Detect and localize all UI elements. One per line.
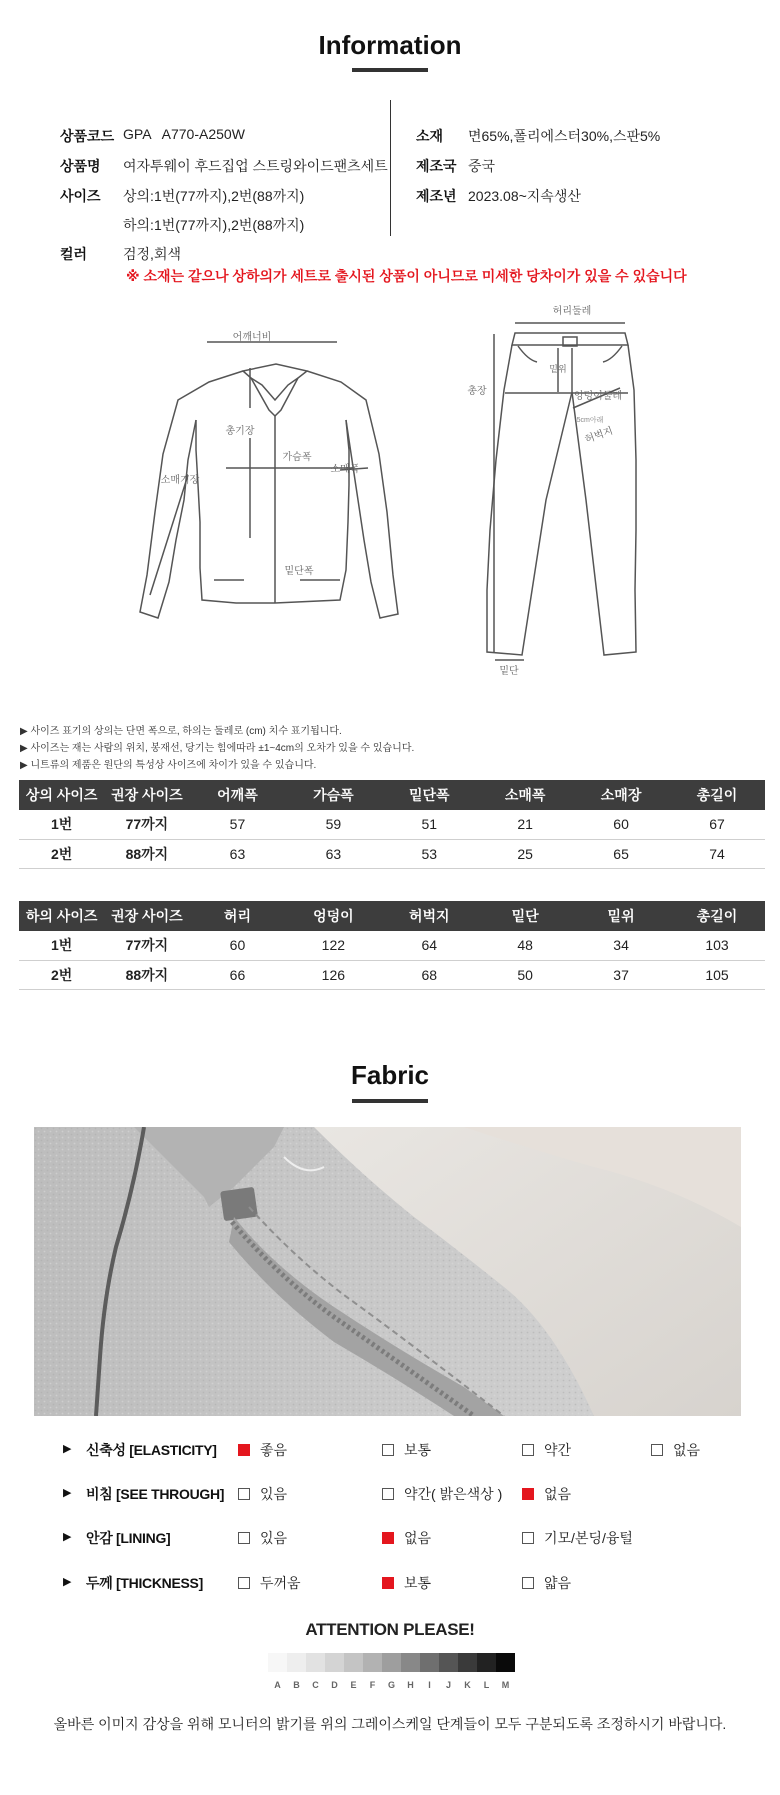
- info-row-year: [416, 186, 581, 206]
- option-label: 보통: [404, 1575, 432, 1591]
- label-hem: 밑단폭: [284, 566, 314, 577]
- label-sleeve-length: 소매기장: [160, 475, 200, 486]
- info-key: 소재: [416, 128, 444, 144]
- option-label: 얇음: [544, 1575, 572, 1591]
- info-value: 면65%,폴리에스터30%,스판5%: [468, 128, 661, 144]
- checkbox-checked-icon: [382, 1532, 394, 1544]
- table-header-row: [19, 780, 765, 810]
- grayscale-swatch: [496, 1653, 515, 1672]
- option-label: 없음: [544, 1486, 572, 1502]
- grayscale-letter: B: [293, 1680, 300, 1690]
- label-sleeve-width: 소매폭: [330, 464, 360, 475]
- fabric-attr-name: 두께 [THICKNESS]: [86, 1575, 203, 1591]
- table-header: 하의 사이즈: [19, 901, 104, 931]
- info-value: 하의:1번(77까지),2번(88까지): [123, 217, 305, 233]
- grayscale-letter: A: [274, 1680, 281, 1690]
- table-cell: 63: [285, 839, 381, 868]
- label-length: 총기장: [225, 426, 255, 437]
- table-cell: 65: [573, 839, 669, 868]
- option-label: 있음: [260, 1486, 288, 1502]
- checkbox-empty-icon: [382, 1488, 394, 1500]
- label-thigh: 허벅지: [583, 425, 615, 446]
- option-label: 기모/본딩/융털: [544, 1530, 633, 1546]
- table-cell: 122: [285, 931, 381, 960]
- fabric-option: [522, 1440, 571, 1460]
- option-label: 두꺼움: [260, 1575, 301, 1591]
- table-cell: 1번: [19, 810, 104, 839]
- bullet-arrow-icon: ▶: [63, 1531, 72, 1543]
- grayscale-letter: H: [407, 1680, 414, 1690]
- info-row-code: [60, 126, 245, 146]
- table-cell: 48: [477, 931, 573, 960]
- table-cell: 67: [669, 810, 765, 839]
- fabric-option: [522, 1573, 571, 1593]
- fabric-option: [238, 1484, 287, 1504]
- grayscale-swatch: [344, 1653, 363, 1672]
- table-header: 가슴폭: [285, 780, 381, 810]
- size-diagram: [0, 300, 780, 700]
- table-cell: 53: [381, 839, 477, 868]
- grayscale-letter: G: [387, 1680, 395, 1690]
- fabric-photo: [34, 1127, 741, 1416]
- size-note: ▶ 사이즈는 재는 사람의 위치, 봉재선, 당기는 힘에따라 ±1~4cm의 오차가 있을 수 있습니다.: [20, 743, 415, 754]
- grayscale-swatch: [477, 1653, 496, 1672]
- table-cell: 66: [190, 960, 286, 989]
- checkbox-empty-icon: [238, 1577, 250, 1589]
- info-value: 상의:1번(77까지),2번(88까지): [123, 188, 305, 204]
- table-cell: 77까지: [104, 810, 189, 839]
- info-key: 사이즈: [60, 188, 101, 204]
- bullet-arrow-icon: ▶: [63, 1443, 72, 1455]
- table-row: [19, 931, 765, 960]
- grayscale-letter: J: [445, 1680, 451, 1690]
- table-header: 엉덩이: [285, 901, 381, 931]
- table-header: 권장 사이즈: [104, 780, 189, 810]
- grayscale-letter: I: [428, 1680, 431, 1690]
- table-header: 밑단폭: [381, 780, 477, 810]
- fabric-row-see-through: [0, 1484, 780, 1504]
- label-waist: 허리둘레: [552, 306, 592, 317]
- table-cell: 59: [285, 810, 381, 839]
- option-label: 좋음: [260, 1442, 288, 1458]
- info-key: 제조국: [416, 158, 457, 174]
- checkbox-empty-icon: [238, 1532, 250, 1544]
- grayscale-swatch: [363, 1653, 382, 1672]
- grayscale-swatch: [306, 1653, 325, 1672]
- fabric-option: [238, 1573, 301, 1593]
- info-value: 중국: [468, 158, 496, 174]
- label-chest: 가슴폭: [282, 452, 312, 463]
- fabric-option: [382, 1440, 431, 1460]
- pants-illustration: [487, 333, 636, 655]
- grayscale-letter: E: [350, 1680, 357, 1690]
- checkbox-empty-icon: [522, 1577, 534, 1589]
- option-label: 없음: [404, 1530, 432, 1546]
- table-cell: 63: [190, 839, 286, 868]
- checkbox-checked-icon: [382, 1577, 394, 1589]
- table-header: 총길이: [669, 780, 765, 810]
- label-thigh-note: 5cm아래: [576, 417, 604, 424]
- label-total: 총장: [467, 386, 487, 397]
- option-label: 약간: [544, 1442, 572, 1458]
- table-cell: 1번: [19, 931, 104, 960]
- title-underline: [352, 1099, 428, 1103]
- table-header: 권장 사이즈: [104, 901, 189, 931]
- size-note: ▶ 니트류의 제품은 원단의 특성상 사이즈에 차이가 있을 수 있습니다.: [20, 760, 317, 771]
- label-pants-hem: 밑단: [499, 666, 519, 677]
- checkbox-empty-icon: [382, 1444, 394, 1456]
- fabric-option: [238, 1528, 287, 1548]
- table-header: 소매장: [573, 780, 669, 810]
- fabric-attr-name: 신축성 [ELASTICITY]: [86, 1442, 217, 1458]
- table-header: 허리: [190, 901, 286, 931]
- table-cell: 21: [477, 810, 573, 839]
- table-cell: 50: [477, 960, 573, 989]
- info-divider: [390, 100, 391, 236]
- grayscale-letter: K: [464, 1680, 471, 1690]
- info-value: GPA A770-A250W: [123, 126, 245, 142]
- option-label: 약간( 밝은색상 ): [404, 1486, 503, 1502]
- checkbox-empty-icon: [651, 1444, 663, 1456]
- table-cell: 51: [381, 810, 477, 839]
- fabric-option: [382, 1573, 431, 1593]
- grayscale-letter: L: [483, 1680, 490, 1690]
- fabric-attr-name: 안감 [LINING]: [86, 1530, 171, 1546]
- fabric-option: [522, 1528, 633, 1548]
- fabric-row-elasticity: [0, 1440, 780, 1460]
- title-underline: [352, 68, 428, 72]
- grayscale-swatch: [458, 1653, 477, 1672]
- checkbox-empty-icon: [238, 1488, 250, 1500]
- fabric-row-thickness: [0, 1573, 780, 1593]
- table-header: 밑위: [573, 901, 669, 931]
- info-row-name: [60, 156, 388, 176]
- attention-title: ATTENTION PLEASE!: [305, 1620, 475, 1639]
- brightness-note: 올바른 이미지 감상을 위해 모니터의 밝기를 위의 그레이스케일 단계들이 모두 구분되도록 조정하시기 바랍니다.: [53, 1716, 727, 1732]
- grayscale-bar: [268, 1653, 515, 1672]
- grayscale-letter: D: [331, 1680, 338, 1690]
- fabric-row-lining: [0, 1528, 780, 1548]
- table-row: [19, 960, 765, 989]
- grayscale-swatch: [401, 1653, 420, 1672]
- info-row-country: [416, 156, 495, 176]
- table-row: [19, 810, 765, 839]
- table-cell: 74: [669, 839, 765, 868]
- table-cell: 68: [381, 960, 477, 989]
- grayscale-letters: [268, 1680, 515, 1690]
- option-label: 없음: [673, 1442, 701, 1458]
- info-key: [60, 215, 123, 235]
- table-row: [19, 839, 765, 868]
- table-header: 총길이: [669, 901, 765, 931]
- info-value: 2023.08~지속생산: [468, 188, 581, 204]
- fabric-attr-name: 비침 [SEE THROUGH]: [86, 1486, 225, 1502]
- table-cell: 105: [669, 960, 765, 989]
- table-cell: 64: [381, 931, 477, 960]
- grayscale-swatch: [420, 1653, 439, 1672]
- top-size-table: [19, 780, 765, 869]
- option-label: 있음: [260, 1530, 288, 1546]
- table-cell: 88까지: [104, 839, 189, 868]
- option-label: 보통: [404, 1442, 432, 1458]
- label-rise: 밑위: [549, 364, 567, 374]
- table-header: 밑단: [477, 901, 573, 931]
- table-header: 상의 사이즈: [19, 780, 104, 810]
- info-key: 상품명: [60, 158, 101, 174]
- grayscale-swatch: [382, 1653, 401, 1672]
- table-cell: 88까지: [104, 960, 189, 989]
- grayscale-letter: C: [312, 1680, 319, 1690]
- bullet-arrow-icon: ▶: [63, 1487, 72, 1499]
- table-cell: 77까지: [104, 931, 189, 960]
- table-cell: 103: [669, 931, 765, 960]
- info-row-size: [60, 186, 304, 206]
- grayscale-swatch: [439, 1653, 458, 1672]
- table-header: 소매폭: [477, 780, 573, 810]
- table-header: 어깨폭: [190, 780, 286, 810]
- grayscale-letter: M: [501, 1680, 510, 1690]
- table-cell: 2번: [19, 960, 104, 989]
- checkbox-empty-icon: [522, 1444, 534, 1456]
- table-cell: 60: [190, 931, 286, 960]
- table-header-row: [19, 901, 765, 931]
- checkbox-empty-icon: [522, 1532, 534, 1544]
- grayscale-letter: F: [369, 1680, 376, 1690]
- table-cell: 126: [285, 960, 381, 989]
- label-hip: 엉덩이둘레: [573, 391, 623, 402]
- grayscale-swatch: [287, 1653, 306, 1672]
- jacket-illustration: [140, 364, 398, 618]
- table-cell: 37: [573, 960, 669, 989]
- info-value: 검정,회색: [123, 246, 181, 262]
- table-cell: 57: [190, 810, 286, 839]
- info-row-size-bottom: [60, 215, 304, 235]
- info-value: 여자투웨이 후드집업 스트링와이드팬츠세트: [123, 158, 388, 174]
- fabric-option: [651, 1440, 700, 1460]
- table-cell: 60: [573, 810, 669, 839]
- label-shoulder: 어깨너비: [232, 332, 272, 343]
- checkbox-checked-icon: [238, 1444, 250, 1456]
- info-key: 상품코드: [60, 128, 115, 144]
- fabric-option: [382, 1484, 502, 1504]
- table-cell: 34: [573, 931, 669, 960]
- bottom-size-table: [19, 901, 765, 990]
- info-key: 컬러: [60, 246, 88, 262]
- table-header: 허벅지: [381, 901, 477, 931]
- fabric-option: [238, 1440, 287, 1460]
- fabric-title: Fabric: [350, 1060, 430, 1090]
- size-note: ▶ 사이즈 표기의 상의는 단면 폭으로, 하의는 둘레로 (cm) 치수 표기됩니다.: [20, 726, 342, 737]
- grayscale-swatch: [325, 1653, 344, 1672]
- info-key: 제조년: [416, 188, 457, 204]
- bullet-arrow-icon: ▶: [63, 1576, 72, 1588]
- information-title: Information: [318, 30, 462, 60]
- fabric-option: [522, 1484, 571, 1504]
- table-cell: 2번: [19, 839, 104, 868]
- table-cell: 25: [477, 839, 573, 868]
- grayscale-swatch: [268, 1653, 287, 1672]
- fabric-option: [382, 1528, 431, 1548]
- info-row-color: [60, 244, 181, 264]
- material-warning: ※ 소재는 같으나 상하의가 세트로 출시된 상품이 아니므로 미세한 당차이가 있을 수 있습니다: [126, 268, 687, 284]
- checkbox-checked-icon: [522, 1488, 534, 1500]
- info-row-material: [416, 126, 660, 146]
